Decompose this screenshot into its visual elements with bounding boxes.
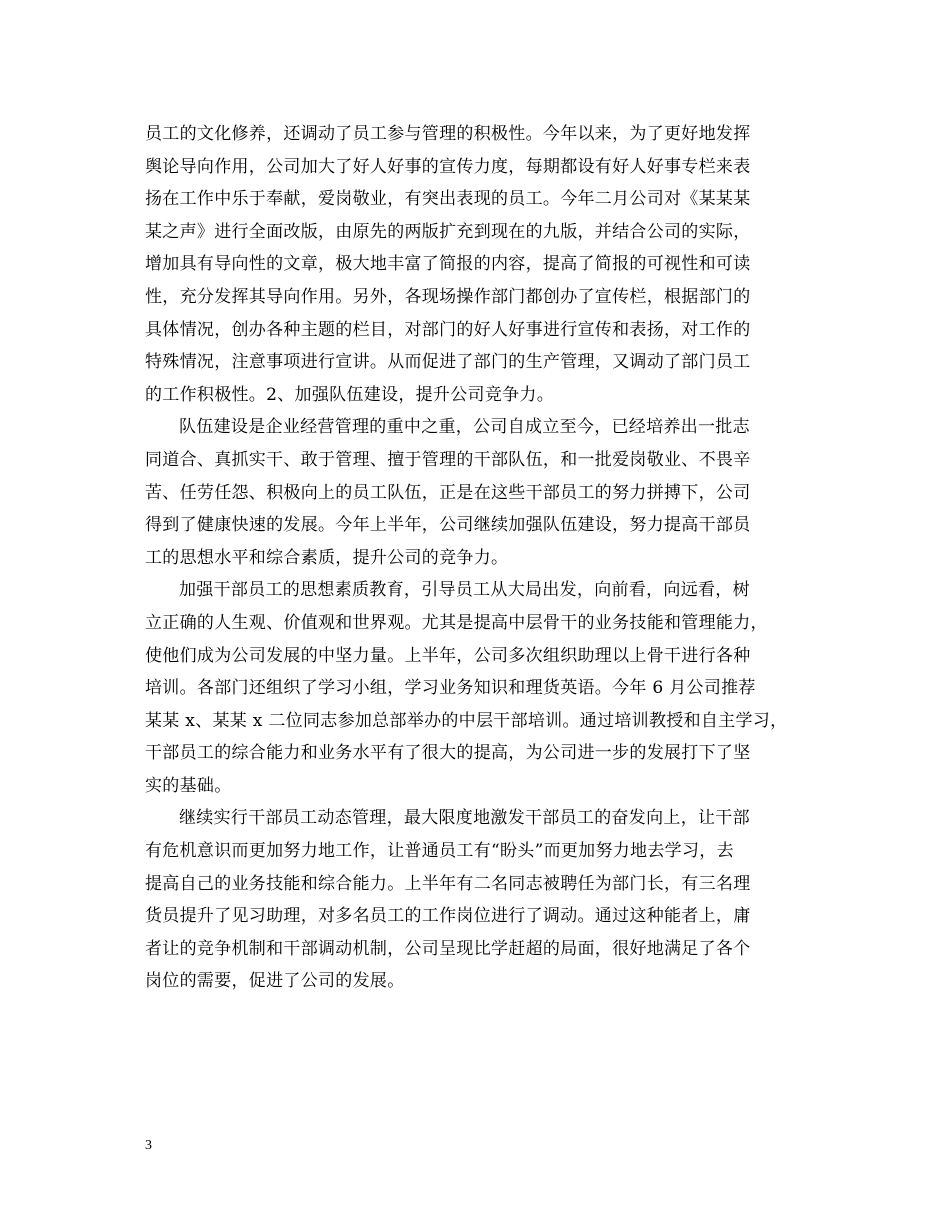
text-line: 使他们成为公司发展的中坚力量。上半年，公司多次组织助理以上骨干进行各种 xyxy=(145,645,751,666)
paragraph xyxy=(145,118,825,411)
text-line: 提高自己的业务技能和综合能力。上半年有二名同志被聘任为部门长，有三名理 xyxy=(145,873,751,894)
text-line: 同道合、真抓实干、敢于管理、擅于管理的干部队伍，和一批爱岗敬业、不畏辛 xyxy=(145,449,751,470)
text-line: 得到了健康快速的发展。今年上半年，公司继续加强队伍建设，努力提高干部员 xyxy=(145,515,751,536)
text-line: 继续实行干部员工动态管理，最大限度地激发干部员工的奋发向上，让干部 xyxy=(179,808,750,829)
page-number: 3 xyxy=(145,1138,152,1153)
text-line: 岗位的需要，促进了公司的发展。 xyxy=(145,971,405,992)
text-line: 扬在工作中乐于奉献，爱岗敬业，有突出表现的员工。今年二月公司对《某某某 xyxy=(145,189,751,210)
paragraph xyxy=(145,411,825,574)
text-line: 的工作积极性。2、加强队伍建设，提升公司竞争力。 xyxy=(145,384,555,405)
text-line: 员工的文化修养，还调动了员工参与管理的积极性。今年以来，为了更好地发挥 xyxy=(145,124,751,144)
text-line: 具体情况，创办各种主题的栏目，对部门的好人好事进行宣传和表扬，对工作的 xyxy=(145,319,751,340)
document-body xyxy=(145,118,825,998)
text-line: 特殊情况，注意事项进行宣讲。从而促进了部门的生产管理，又调动了部门员工 xyxy=(145,352,751,373)
text-line: 立正确的人生观、价值观和世界观。尤其是提高中层骨干的业务技能和管理能力， xyxy=(145,612,768,633)
text-line: 加强干部员工的思想素质教育，引导员工从大局出发，向前看，向远看，树 xyxy=(179,580,750,601)
paragraph xyxy=(145,802,825,998)
text-line: 某之声》进行全面改版，由原先的两版扩充到现在的九版，并结合公司的实际， xyxy=(145,221,751,242)
text-line: 实的基础。 xyxy=(145,775,232,796)
text-line: 工的思想水平和综合素质，提升公司的竞争力。 xyxy=(145,547,509,568)
text-line: 性，充分发挥其导向作用。另外，各现场操作部门都创办了宣传栏，根据部门的 xyxy=(145,286,751,307)
text-line: 培训。各部门还组织了学习小组，学习业务知识和理货英语。今年 6 月公司推荐 xyxy=(145,678,756,699)
text-line: 增加具有导向性的文章，极大地丰富了简报的内容，提高了简报的可视性和可读 xyxy=(145,254,751,275)
text-line: 有危机意识而更加努力地工作，让普通员工有“盼头”而更加努力地去学习，去 xyxy=(145,841,734,862)
text-line: 队伍建设是企业经营管理的重中之重，公司自成立至今，已经培养出一批志 xyxy=(179,417,750,438)
text-line: 者让的竞争机制和干部调动机制，公司呈现比学赶超的局面，很好地满足了各个 xyxy=(145,938,751,959)
paragraph xyxy=(145,574,825,802)
text-line: 货员提升了见习助理，对多名员工的工作岗位进行了调动。通过这种能者上，庸 xyxy=(145,906,751,927)
text-line: 某某 x、某某 x 二位同志参加总部举办的中层干部培训。通过培训教授和自主学习， xyxy=(145,710,788,731)
text-line: 干部员工的综合能力和业务水平有了很大的提高，为公司进一步的发展打下了坚 xyxy=(145,743,751,764)
text-line: 苦、任劳任怨、积极向上的员工队伍，正是在这些干部员工的努力拼搏下，公司 xyxy=(145,482,751,503)
text-line: 舆论导向作用，公司加大了好人好事的宣传力度，每期都设有好人好事专栏来表 xyxy=(145,156,751,177)
